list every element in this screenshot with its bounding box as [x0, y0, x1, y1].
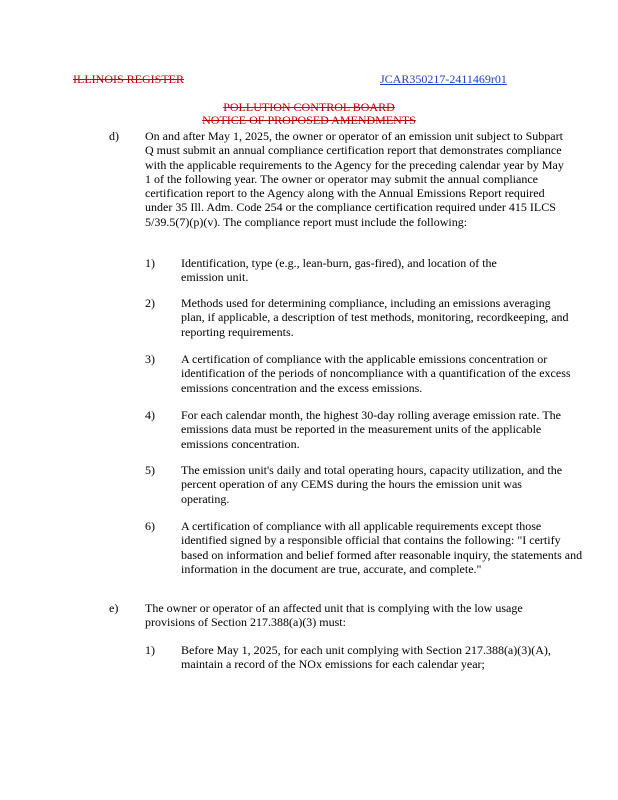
section-d-label: d) [109, 129, 119, 143]
item-d6-label: 6) [145, 519, 155, 533]
register-title: ILLINOIS REGISTER [73, 72, 184, 86]
section-e-text: The owner or operator of an affected unit that is complying with the low usage provisions of Section 217.388(a)(3) must: [145, 601, 523, 630]
document-id: JCAR350217-2411469r01 [380, 72, 507, 86]
item-d3-text: A certification of compliance with the applicable emissions concentration or identification of the periods of noncompliance with a quantification of the excess emissions concentration and the excess emissions. [181, 352, 571, 395]
board-title: POLLUTION CONTROL BOARD [223, 100, 395, 114]
item-d3-label: 3) [145, 352, 155, 366]
item-d1-text: Identification, type (e.g., lean-burn, gas-fired), and location of the emission unit. [181, 256, 497, 285]
item-e1-text: Before May 1, 2025, for each unit complying with Section 217.388(a)(3)(A), maintain a record of the NOx emissions for each calendar year; [181, 643, 551, 672]
item-d4-label: 4) [145, 408, 155, 422]
item-d1-label: 1) [145, 256, 155, 270]
item-d5-text: The emission unit's daily and total operating hours, capacity utilization, and the percent operation of any CEMS during the hours the emission unit was operating. [181, 463, 563, 506]
item-d2-label: 2) [145, 296, 155, 310]
section-e-label: e) [109, 601, 119, 615]
section-d-text: On and after May 1, 2025, the owner or operator of an emission unit subject to Subpart Q must submit an annual compliance certification report that demonstrates compliance with the applicable requirements to the Agency for the preceding calendar year by May 1 of the following year. The owner or operator may submit the annual compliance certification report to the Agency along with the Annual Emissions Report required under 35 Ill. Adm. Code 254 or the compliance certification required under 415 ILCS 5/39.5(7)(p)(v). The compliance report must include the following: [145, 129, 564, 229]
item-e1-label: 1) [145, 643, 155, 657]
item-d5-label: 5) [145, 463, 155, 477]
item-d4-text: For each calendar month, the highest 30-day rolling average emission rate. The emissions data must be reported in the measurement units of the applicable emissions concentration. [181, 408, 561, 451]
notice-title: NOTICE OF PROPOSED AMENDMENTS [202, 113, 416, 127]
item-d6-text: A certification of compliance with all applicable requirements except those identified signed by a responsible official that contains the following: "I certify based on information and belief formed after reasonable inquiry, the statements and information in the document are true, accurate, and complete." [181, 519, 583, 576]
item-d2-text: Methods used for determining compliance, including an emissions averaging plan, if applicable, a description of test methods, monitoring, recordkeeping, and reporting requirements. [181, 296, 569, 339]
